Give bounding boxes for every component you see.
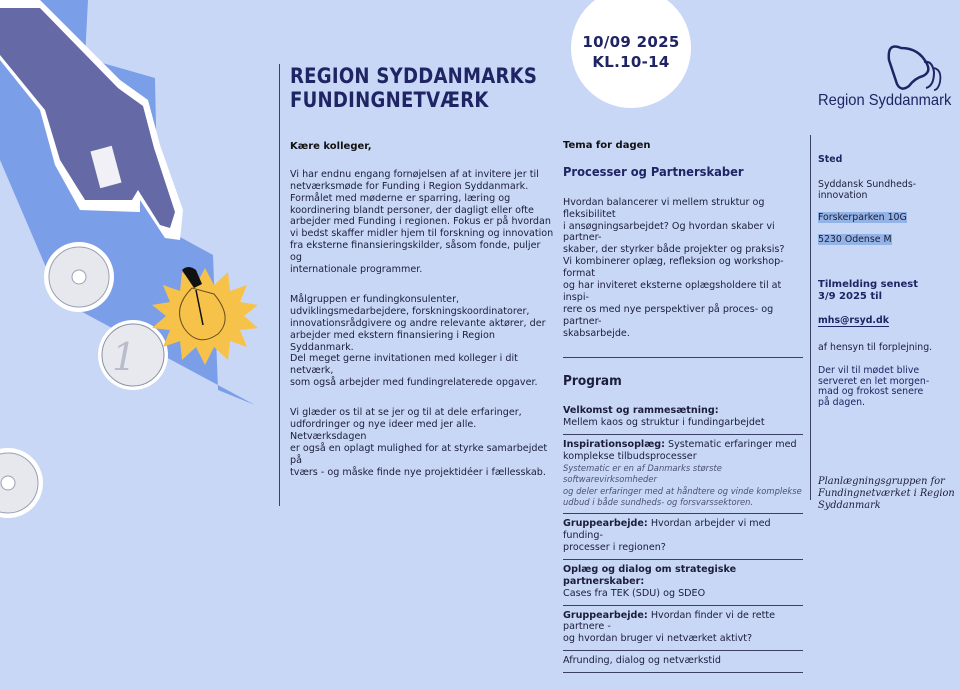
email-link[interactable]: mhs@rsyd.dk [818, 315, 889, 326]
svg-text:1: 1 [112, 335, 137, 379]
event-date: 10/09 2025 [582, 33, 680, 51]
divider [563, 434, 803, 435]
program-item-text: Systematic erfaringer med komplekse tilbudsprocesser [563, 439, 797, 463]
program-item-text: Hvordan finder vi de rette partnere - og hvordan bruger vi netværket aktivt? [563, 609, 776, 645]
theme-body: Hvordan balancerer vi mellem struktur og fleksibilitet i ansøgningsarbejdet? Og hvordan skaber vi partner- skaber, der styrker både projekter og praksis? Vi kombinerer oplæg, refleksion og workshop-format og har inviteret eksterne oplægsholdere til at inspi- rere os med nye perspektiver på proces- og partner- skabsarbejde. [563, 196, 785, 339]
program-item-title: Oplæg og dialog om strategiske partnerskaber: [563, 563, 737, 587]
program-section [563, 127, 803, 689]
place-name: Syddansk Sundheds- innovation [818, 179, 917, 201]
right-divider [810, 135, 811, 500]
program-item [563, 655, 803, 667]
divider [563, 559, 803, 560]
date-badge [571, 0, 691, 108]
theme-label: Tema for dagen [563, 139, 651, 151]
deadline-label: Tilmelding senest 3/9 2025 til [818, 279, 919, 302]
program-item [563, 610, 803, 646]
intro-paragraph: Vi glæder os til at se jer og til at dele erfaringer, udfordringer og nye ideer med jer alle. Netværksdagen er også en oplagt mulighed for at styrke samarbejdet på tværs - og måske finde nye projektidéer i fællesskab. [290, 407, 548, 478]
program-item [563, 518, 803, 554]
program-item [563, 405, 803, 429]
event-info-sidebar [818, 143, 958, 419]
coin-euro [98, 320, 168, 390]
program-item-title: Velkomst og rammesætning: [563, 405, 719, 417]
signature: Planlægningsgruppen for Fundingnetværket i Region Syddanmark [818, 476, 955, 511]
left-divider [279, 64, 280, 506]
place-label: Sted [818, 154, 843, 165]
divider [563, 357, 803, 358]
program-item-title: Gruppearbejde: [563, 609, 648, 621]
intro-paragraph: Målgruppen er fundingkonsulenter, udviklingsmedarbejdere, forskningskoordinatorer, innovationsrådgivere og andre relevante aktører, der arbejder med ekstern finansiering i Region Syddanmark. Del meget gerne invitationen med kolleger i dit netværk, som også arbejder med fundingrelaterede opgaver. [290, 293, 546, 389]
program-item-title: Gruppearbejde: [563, 518, 648, 530]
logo-mark-icon [818, 44, 956, 94]
divider [563, 672, 803, 673]
divider [563, 605, 803, 606]
program-item-text: Cases fra TEK (SDU) og SDEO [563, 587, 706, 599]
intro-section [290, 128, 555, 490]
page-title: REGION SYDDANMARKS FUNDINGNETVÆRK [290, 64, 538, 112]
divider [563, 650, 803, 651]
address-line1: Forskerparken 10G [818, 212, 907, 223]
divider [563, 513, 803, 514]
region-syddanmark-logo [818, 44, 956, 114]
coin-krone-1 [44, 242, 114, 312]
hand-coins-lightbulb-illustration [0, 0, 290, 545]
program-item-title: Inspirationsoplæg: [563, 439, 665, 451]
event-time: KL.10-14 [592, 53, 670, 71]
breakfast-note: Der vil til mødet blive serveret en let morgen- mad og frokost senere på dagen. [818, 365, 930, 408]
program-item-description: Systematic er en af Danmarks største softwarevirksomheder og deler erfaringer med at håndtere og vinde komplekse udbud i både sundheds- og forsvarssektoren. [563, 462, 802, 507]
program-heading: Program [563, 373, 622, 390]
program-item-text: Hvordan arbejder vi med funding- processer i regionen? [563, 518, 771, 553]
logo-text: Region Syddanmark [818, 92, 952, 109]
theme-title: Processer og Partnerskaber [563, 163, 744, 179]
program-item-text: Afrunding, dialog og netværkstid [563, 655, 721, 667]
program-item-text: Mellem kaos og struktur i fundingarbejdet [563, 417, 765, 429]
catering-note: af hensyn til forplejning. [818, 342, 933, 353]
intro-paragraph: Vi har endnu engang fornøjelsen af at invitere jer til netværksmøde for Funding i Region Syddanmark. Formålet med møderne er sparring, læring og koordinering blandt personer, der dagligt eller ofte arbejder med Funding i regionen. Fokus er på hvordan vi bedst skaffer midler hjem til forskning og innovation fra eksterne finansieringskilder, såsom fonde, puljer og internationale programmer. [290, 168, 554, 276]
program-item [563, 439, 803, 508]
coin-krone-2 [0, 448, 43, 518]
address-line2: 5230 Odense M [818, 234, 892, 245]
program-item [563, 564, 803, 600]
greeting: Kære kolleger, [290, 140, 372, 152]
